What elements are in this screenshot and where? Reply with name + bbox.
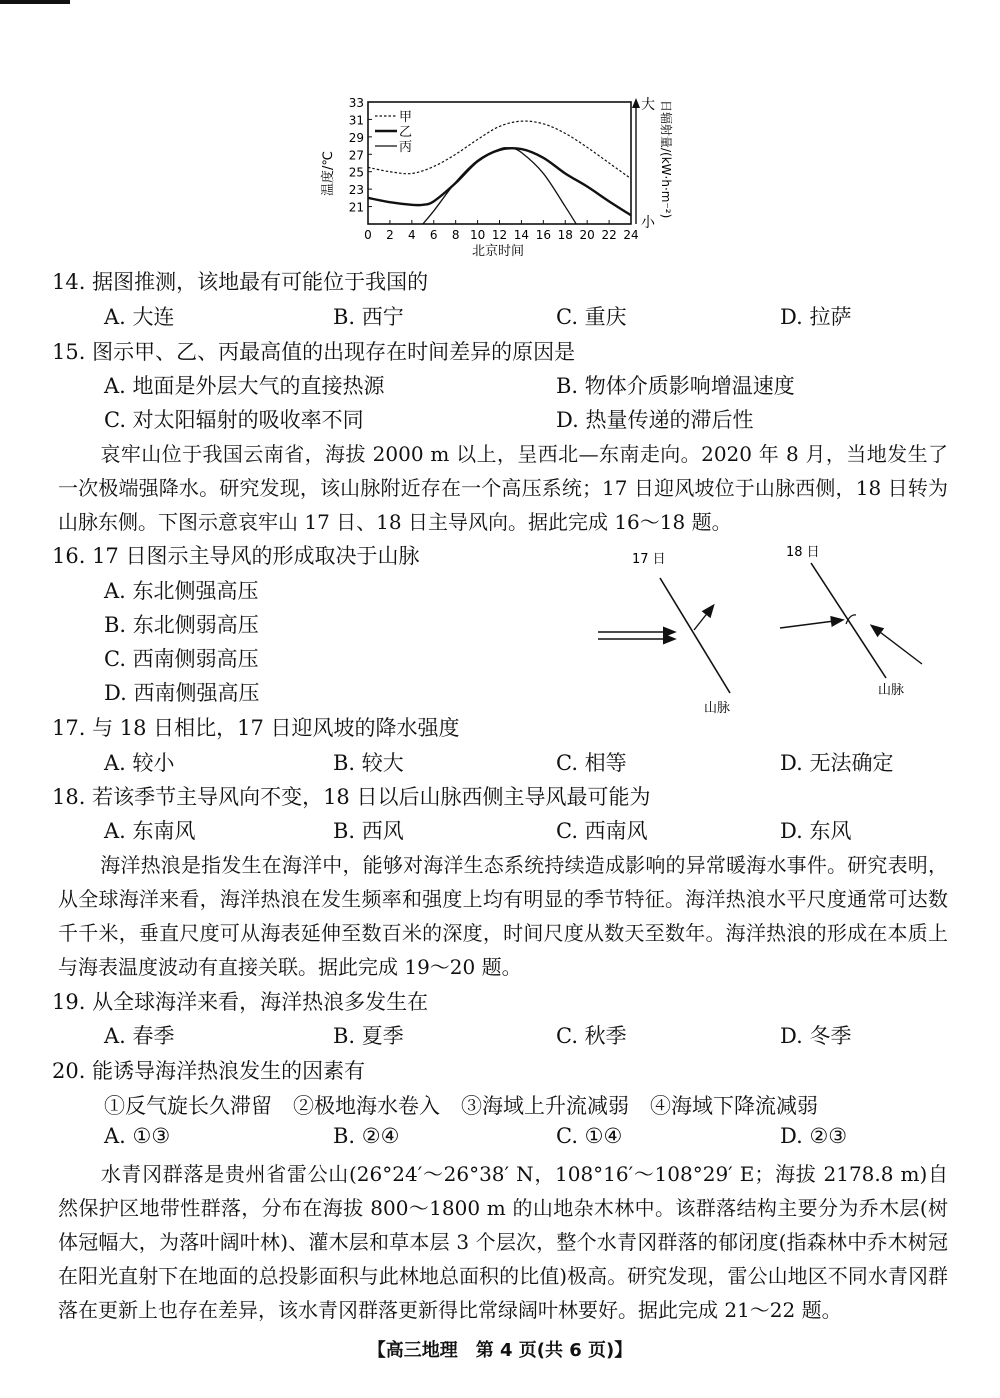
- q17-option-b[interactable]: B. 较大: [333, 751, 404, 775]
- q19-option-d[interactable]: D. 冬季: [780, 1024, 852, 1048]
- q20-option-a[interactable]: A. ①③: [104, 1124, 171, 1148]
- q18-stem: 18. 若该季节主导风向不变，18 日以后山脉西侧主导风最可能为: [52, 785, 651, 809]
- x-tick-label: 6: [429, 228, 438, 242]
- q19-option-b[interactable]: B. 夏季: [333, 1024, 404, 1048]
- mountain-label-17: 山脉: [704, 701, 731, 716]
- y-tick-label: 31: [348, 113, 364, 128]
- legend-label-yi: 乙: [399, 125, 413, 140]
- wind-direction-diagram: [590, 540, 950, 720]
- passage-ailao-mountain: [58, 437, 948, 539]
- x-tick-label: 12: [491, 228, 508, 242]
- corner-mark: [0, 0, 70, 4]
- q14-stem: 14. 据图推测，该地最有可能位于我国的: [52, 270, 429, 294]
- x-tick-label: 2: [386, 228, 394, 242]
- passage-beech-text: 水青冈群落是贵州省雷公山(26°24′～26°38′ N，108°16′～108°29′ E；海拔 2178.8 m)自然保护区地带性群落，分布在海拔 800～1800 m 的山地杂木林中。该群落结构主要分为乔木层(树体冠幅大，为落叶阔叶林)、灌木层和草本层 3 个层次，整个水青冈群落的郁闭度(指森林中乔木树冠在阳光直射下在地面的总投影面积与此林地总面积的比值)极高。研究发现，雷公山地区不同水青冈群落在更新上也存在差异，该水青冈群落更新得比常绿阔叶林要好。据此完成 21～22 题。: [58, 1162, 948, 1322]
- q14-option-a[interactable]: A. 大连: [104, 305, 175, 329]
- mountain-line-18: [811, 563, 886, 678]
- x-tick-label: 24: [623, 228, 639, 242]
- q18-option-d[interactable]: D. 东风: [780, 819, 852, 843]
- q15-option-a[interactable]: A. 地面是外层大气的直接热源: [104, 374, 385, 398]
- x-tick-label: 22: [601, 228, 617, 242]
- y2-bottom-label: 小: [641, 215, 655, 231]
- y-tick-label: 23: [348, 183, 364, 198]
- q15-stem: 15. 图示甲、乙、丙最高值的出现存在时间差异的原因是: [52, 340, 576, 364]
- legend-label-bing: 丙: [399, 140, 413, 155]
- q16-stem: 16. 17 日图示主导风的形成取决于山脉: [52, 544, 420, 568]
- x-tick-label: 18: [557, 228, 573, 242]
- q14-option-d[interactable]: D. 拉萨: [780, 305, 852, 329]
- y2-top-label: 大: [641, 97, 655, 113]
- mountain-line-17: [660, 578, 730, 693]
- passage-marine-heatwave-text: 海洋热浪是指发生在海洋中，能够对海洋生态系统持续造成影响的异常暖海水事件。研究表明，从全球海洋来看，海洋热浪在发生频率和强度上均有明显的季节特征。海洋热浪水平尺度通常可达数千千米，垂直尺度可从海表延伸至数百米的深度，时间尺度从数天至数年。海洋热浪的形成在本质上与海表温度波动有直接关联。据此完成 19～20 题。: [58, 853, 948, 979]
- passage-beech-community: [58, 1157, 948, 1327]
- x-tick-label: 14: [513, 228, 530, 242]
- x-tick-label: 4: [408, 228, 416, 242]
- mountain-label-18: 山脉: [878, 683, 905, 698]
- wind-arrow-18-southeast: [872, 626, 922, 664]
- q16-option-b[interactable]: B. 东北侧弱高压: [104, 613, 259, 637]
- passage-ailao-text: 哀牢山位于我国云南省，海拔 2000 m 以上，呈西北—东南走向。2020 年 8 月，当地发生了一次极端强降水。研究发现，该山脉附近存在一个高压系统；17 日迎风坡位于山脉西侧，18 日转为山脉东侧。下图示意哀牢山 17 日、18 日主导风向。据此完成 16～18 题。: [58, 442, 948, 534]
- q14-option-c[interactable]: C. 重庆: [556, 305, 627, 329]
- q14-option-b[interactable]: B. 西宁: [333, 305, 404, 329]
- q17-option-c[interactable]: C. 相等: [556, 751, 627, 775]
- q15-option-d[interactable]: D. 热量传递的滞后性: [556, 408, 754, 432]
- q19-stem: 19. 从全球海洋来看，海洋热浪多发生在: [52, 990, 429, 1014]
- temperature-radiation-chart: [320, 90, 680, 260]
- x-axis-label: 北京时间: [471, 244, 525, 259]
- x-tick-label: 20: [579, 228, 595, 242]
- q19-option-a[interactable]: A. 春季: [104, 1024, 175, 1048]
- q15-option-b[interactable]: B. 物体介质影响增温速度: [556, 374, 795, 398]
- wind-arrow-18-west: [780, 620, 842, 628]
- passage-marine-heatwave: [58, 848, 948, 984]
- q20-stem: 20. 能诱导海洋热浪发生的因素有: [52, 1059, 366, 1083]
- q17-stem: 17. 与 18 日相比，17 日迎风坡的降水强度: [52, 716, 460, 740]
- day18-label: 18 日: [786, 545, 820, 560]
- x-tick-label: 10: [469, 228, 486, 242]
- y2-axis-label: 日辐射量/(kW·h·m⁻²): [659, 100, 673, 219]
- q16-option-d[interactable]: D. 西南侧强高压: [104, 681, 260, 705]
- q18-option-a[interactable]: A. 东南风: [104, 819, 196, 843]
- q18-option-c[interactable]: C. 西南风: [556, 819, 648, 843]
- y-tick-label: 29: [348, 130, 364, 145]
- q19-option-c[interactable]: C. 秋季: [556, 1024, 627, 1048]
- wind-arrow-17-deflected: [694, 606, 713, 630]
- series-bing-line: [423, 148, 576, 224]
- q17-option-a[interactable]: A. 较小: [104, 751, 175, 775]
- q20-option-d[interactable]: D. ②③: [780, 1124, 848, 1148]
- q20-items: ①反气旋长久滞留 ②极地海水卷入 ③海域上升流减弱 ④海域下降流减弱: [104, 1094, 818, 1118]
- x-tick-label: 0: [364, 228, 372, 242]
- page-footer: 【高三地理 第 4 页(共 6 页)】: [367, 1340, 633, 1361]
- series-yi-line: [368, 148, 631, 215]
- q16-option-a[interactable]: A. 东北侧强高压: [104, 579, 259, 603]
- q16-option-c[interactable]: C. 西南侧弱高压: [104, 647, 259, 671]
- q20-option-c[interactable]: C. ①④: [556, 1124, 623, 1148]
- day17-label: 17 日: [632, 552, 666, 567]
- y-tick-label: 33: [348, 96, 364, 110]
- q17-option-d[interactable]: D. 无法确定: [780, 751, 894, 775]
- q18-option-b[interactable]: B. 西风: [333, 819, 404, 843]
- y2-axis-arrow: [632, 98, 640, 108]
- x-tick-label: 8: [451, 228, 460, 242]
- legend-label-jia: 甲: [399, 110, 413, 125]
- y-tick-label: 27: [348, 148, 364, 163]
- y-tick-label: 25: [348, 165, 364, 180]
- y-axis-label: 温度/℃: [321, 151, 336, 196]
- q15-option-c[interactable]: C. 对太阳辐射的吸收率不同: [104, 408, 364, 432]
- y-tick-label: 21: [348, 200, 364, 215]
- q20-option-b[interactable]: B. ②④: [333, 1124, 400, 1148]
- x-tick-label: 16: [535, 228, 551, 242]
